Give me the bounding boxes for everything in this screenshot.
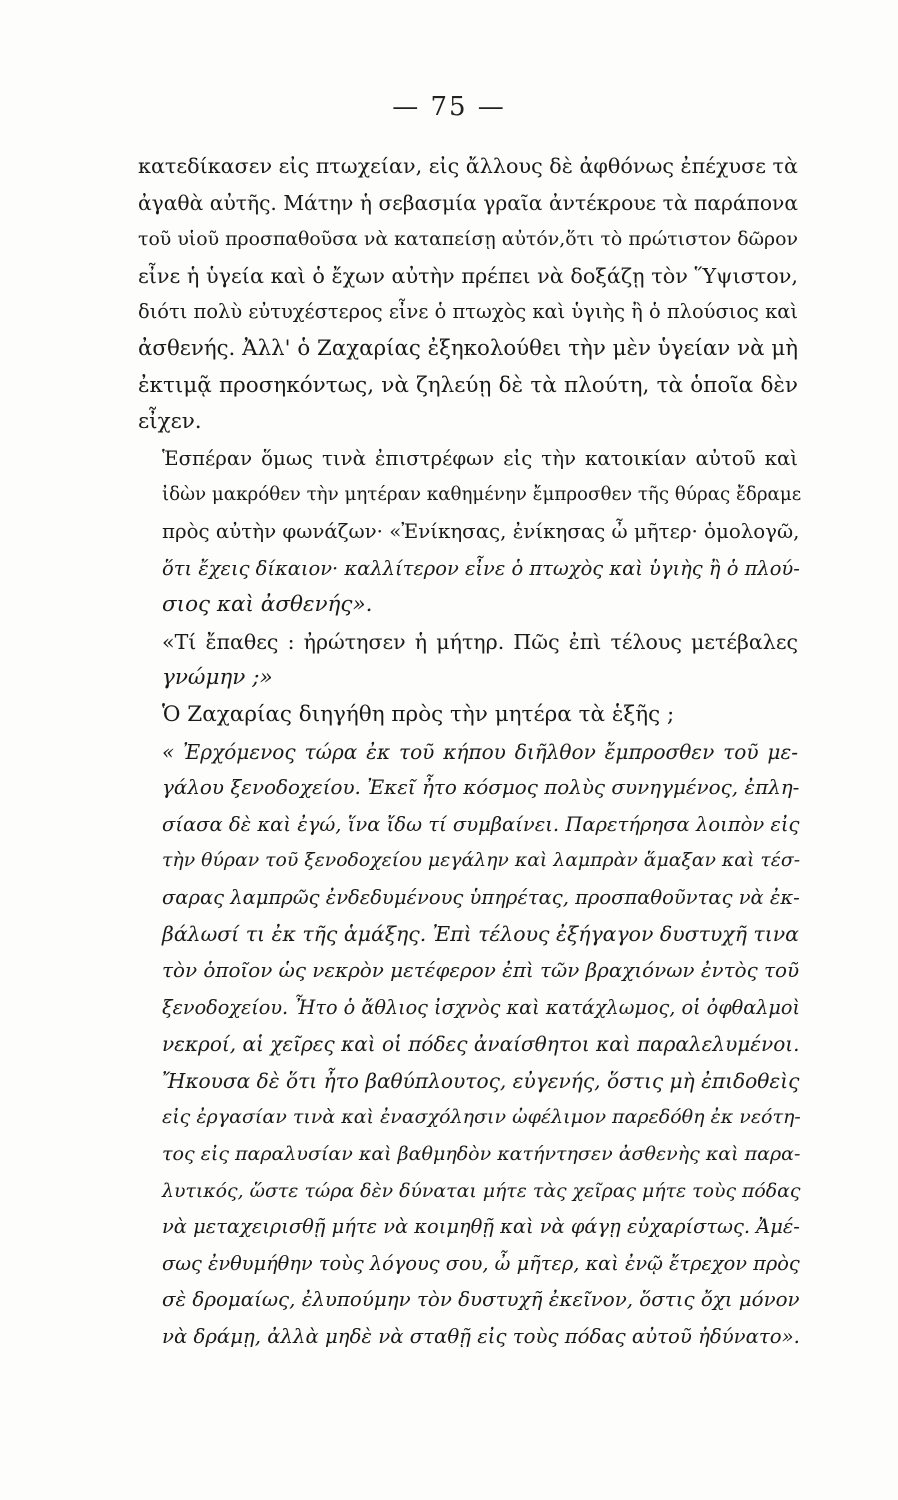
page-number: — 75 —: [392, 92, 506, 122]
text-line: εἰς ἐργασίαν τινὰ καὶ ἐνασχόλησιν ὠφέλιμον παρεδόθη ἐκ νεότη-: [162, 1106, 801, 1129]
text-line: Ἑσπέραν ὅμως τινὰ ἐπιστρέφων εἰς τὴν κατοικίαν αὐτοῦ καὶ: [162, 446, 798, 470]
text-line: ἀσθενής. Ἀλλ' ὁ Ζαχαρίας ἐξηκολούθει τὴν μὲν ὑγείαν νὰ μὴ: [138, 335, 798, 361]
text-line: τος εἰς παραλυσίαν καὶ βαθμηδὸν κατήντησεν ἀσθενὴς καὶ παρα-: [162, 1143, 801, 1166]
text-line: γνώμην ;»: [162, 665, 273, 691]
text-line: λυτικός, ὥστε τώρα δὲν δύναται μήτε τὰς χεῖρας μήτε τοὺς πόδας: [162, 1179, 801, 1202]
text-line: τοῦ υἱοῦ προσπαθοῦσα νὰ καταπείσῃ αὐτόν,ὅτι τὸ πρώτιστον δῶρον: [138, 228, 798, 251]
text-line: « Ἐρχόμενος τώρα ἐκ τοῦ κήπου διῆλθον ἔμπροσθεν τοῦ με-: [162, 739, 798, 764]
text-line: ὅτι ἔχεις δίκαιον· καλλίτερον εἶνε ὁ πτωχὸς καὶ ὑγιὴς ἢ ὁ πλού-: [162, 556, 800, 580]
body-text: [138, 148, 802, 1356]
text-line: κατεδίκασεν εἰς πτωχείαν, εἰς ἄλλους δὲ ἀφθόνως ἐπέχυσε τὰ: [138, 154, 798, 178]
text-line: εἶχεν.: [138, 409, 202, 435]
text-line: γάλου ξενοδοχείου. Ἐκεῖ ἦτο κόσμος πολὺς συνηγμένος, ἐπλη-: [162, 776, 800, 800]
text-line: «Τί ἔπαθες : ἠρώτησεν ἡ μήτηρ. Πῶς ἐπὶ τέλους μετέβαλες: [162, 629, 798, 654]
text-line: ἀγαθὰ αὐτῆς. Μάτην ἡ σεβασμία γραῖα ἀντέκρουε τὰ παράπονα: [138, 190, 798, 215]
paragraph: [138, 441, 802, 624]
text-line: Ὁ Ζαχαρίας διηγήθη πρὸς τὴν μητέρα τὰ ἑξῆς ;: [162, 701, 675, 727]
paragraph: [138, 697, 798, 734]
text-line: τὸν ὁποῖον ὡς νεκρὸν μετέφερον ἐπὶ τῶν βραχιόνων ἐντὸς τοῦ: [162, 959, 800, 983]
text-line: ξενοδοχείου. Ἦτο ὁ ἄθλιος ἰσχνὸς καὶ κατάχλωμος, οἱ ὀφθαλμοὶ: [162, 995, 801, 1019]
text-line: σίασα δὲ καὶ ἐγώ, ἵνα ἴδω τί συμβαίνει. Παρετήρησα λοιπὸν εἰς: [162, 812, 800, 836]
text-line: βάλωσί τι ἐκ τῆς ἁμάξης. Ἐπὶ τέλους ἐξήγαγον δυστυχῆ τινα: [162, 922, 799, 947]
text-line: Ἤκουσα δὲ ὅτι ἦτο βαθύπλουτος, εὐγενής, ὅστις μὴ ἐπιδοθεὶς: [162, 1068, 800, 1093]
text-line: τὴν θύραν τοῦ ξενοδοχείου μεγάλην καὶ λαμπρὰν ἅμαξαν καὶ τέσ-: [162, 850, 801, 872]
text-line: νὰ μεταχειρισθῇ μήτε νὰ κοιμηθῇ καὶ νὰ φάγῃ εὐχαρίστως. Ἀμέ-: [162, 1215, 800, 1239]
text-line: πρὸς αὐτὴν φωνάζων· «Ἐνίκησας, ἐνίκησας ὦ μῆτερ· ὁμολογῶ,: [162, 519, 800, 543]
text-line: νὰ δράμῃ, ἀλλὰ μηδὲ νὰ σταθῇ εἰς τοὺς πόδας αὐτοῦ ἠδύνατο».: [162, 1325, 800, 1348]
text-line: σως ἐνθυμήθην τοὺς λόγους σου, ὦ μῆτερ, καὶ ἐνῷ ἔτρεχον πρὸς: [162, 1251, 800, 1275]
text-line: ἰδὼν μακρόθεν τὴν μητέραν καθημένην ἔμπροσθεν τῆς θύρας ἔδραμε: [162, 484, 802, 506]
text-line: ἐκτιμᾷ προσηκόντως, νὰ ζηλεύῃ δὲ τὰ πλούτη, τὰ ὁποῖα δὲν: [138, 372, 798, 398]
paragraph: [138, 734, 801, 1356]
text-line: σιος καὶ ἀσθενής».: [162, 592, 373, 618]
text-line: σὲ δρομαίως, ἐλυπούμην τὸν δυστυχῆ ἐκεῖνον, ὅστις ὄχι μόνον: [162, 1288, 800, 1312]
text-line: εἶνε ἡ ὑγεία καὶ ὁ ἔχων αὐτὴν πρέπει νὰ δοξάζῃ τὸν Ὕψιστον,: [138, 263, 798, 288]
text-line: σαρας λαμπρῶς ἐνδεδυμένους ὑπηρέτας, προσπαθοῦντας νὰ ἐκ-: [162, 885, 800, 909]
paragraph: [138, 148, 798, 441]
text-line: νεκροί, αἱ χεῖρες καὶ οἱ πόδες ἀναίσθητοι καὶ παραλελυμένοι.: [162, 1032, 800, 1057]
text-line: διότι πολὺ εὐτυχέστερος εἶνε ὁ πτωχὸς καὶ ὑγιὴς ἢ ὁ πλούσιος καὶ: [138, 300, 798, 324]
paragraph: [138, 624, 798, 697]
